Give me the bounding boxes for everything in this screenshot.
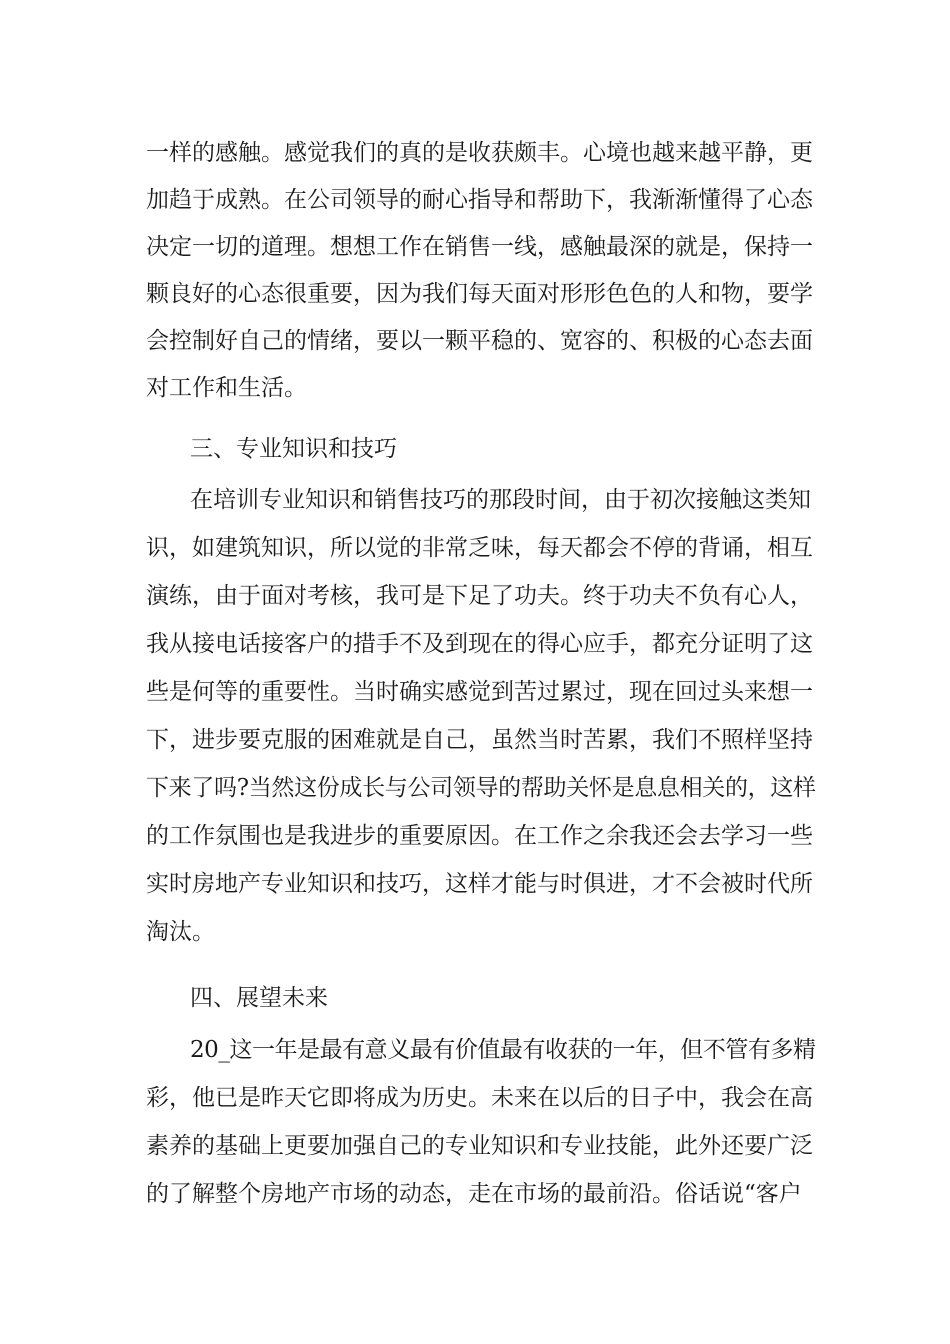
paragraph-line: 会控制好自己的情绪，要以一颗平稳的、宽容的、积极的心态去面 (146, 328, 813, 354)
paragraph-line: 素养的基础上更要加强自己的专业知识和专业技能，此外还要广泛 (146, 1133, 813, 1159)
paragraph-line: 决定一切的道理。想想工作在销售一线，感触最深的就是，保持一 (146, 234, 813, 260)
paragraph-line: 实时房地产专业知识和技巧，这样才能与时俱进，才不会被时代所 (146, 871, 813, 897)
paragraph-line: 在培训专业知识和销售技巧的那段时间，由于初次接触这类知 (190, 487, 811, 513)
paragraph-line: 20_这一年是最有意义最有价值最有收获的一年，但不管有多精 (190, 1037, 816, 1063)
paragraph-line: 些是何等的重要性。当时确实感觉到苦过累过，现在回过头来想一 (146, 679, 813, 705)
paragraph-line: 对工作和生活。 (146, 375, 307, 401)
section-heading: 四、展望未来 (190, 985, 328, 1011)
paragraph-line: 的了解整个房地产市场的动态，走在市场的最前沿。俗话说“客户 (146, 1181, 802, 1207)
paragraph-line: 一样的感触。感觉我们的真的是收获颇丰。心境也越来越平静，更 (146, 140, 813, 166)
section-heading: 三、专业知识和技巧 (190, 436, 397, 462)
paragraph-line: 演练，由于面对考核，我可是下足了功夫。终于功夫不负有心人， (146, 583, 813, 609)
paragraph-line: 我从接电话接客户的措手不及到现在的得心应手，都充分证明了这 (146, 631, 813, 657)
paragraph-line: 下来了吗?当然这份成长与公司领导的帮助关怀是息息相关的，这样 (146, 775, 816, 801)
paragraph-line: 颗良好的心态很重要，因为我们每天面对形形色色的人和物，要学 (146, 281, 813, 307)
paragraph-line: 加趋于成熟。在公司领导的耐心指导和帮助下，我渐渐懂得了心态 (146, 187, 813, 213)
paragraph-line: 下，进步要克服的困难就是自己，虽然当时苦累，我们不照样坚持 (146, 727, 813, 753)
paragraph-line: 的工作氛围也是我进步的重要原因。在工作之余我还会去学习一些 (146, 823, 813, 849)
paragraph-line: 淘汰。 (146, 919, 215, 945)
paragraph-line: 识，如建筑知识，所以觉的非常乏味，每天都会不停的背诵，相互 (146, 535, 813, 561)
paragraph-line: 彩，他已是昨天它即将成为历史。未来在以后的日子中，我会在高 (146, 1085, 813, 1111)
